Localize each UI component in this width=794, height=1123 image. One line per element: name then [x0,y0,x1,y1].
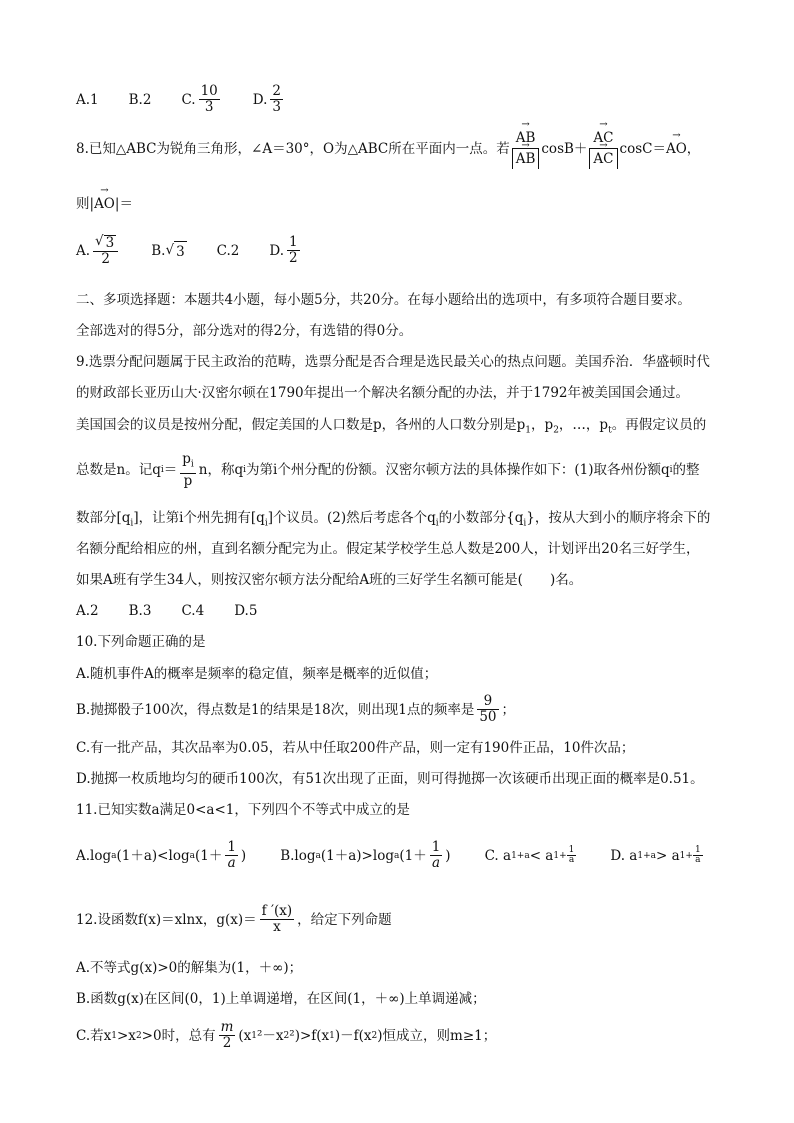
q7-option-c-fraction [199,84,220,115]
q9-line4 [76,452,700,489]
q8-option-d-fraction [287,235,300,266]
q9-line5-e: }，按从大到小的顺序将余下的 [526,510,711,526]
q8-option-a-prefix: A. [76,242,91,259]
q8-stem-prefix: 8.已知△ABC为锐角三角形，∠A＝30°，O为△ABC所在平面内一点。若 [76,140,510,157]
q9-line6: 名额分配给相应的州，直到名额分配完为止。假定某学校学生总人数是200人，计划评出20名三好学生， [76,541,700,557]
q9-sub-1: 1 [525,425,532,436]
q11-a-prefix: A.log [76,847,112,864]
q8-line2 [76,194,133,214]
q8-option-b [151,240,186,262]
q8-vec-ao: → AO [666,139,687,159]
q11-c-sup1: 1+a [511,850,530,861]
q11-option-d [610,846,702,866]
q11-b-fraction [430,840,443,871]
q11-b-sub2: a [393,850,400,861]
q11-d-sup2 [680,846,703,866]
q12-c-sub1: 1 [111,1030,117,1041]
q7-option-c [181,84,222,115]
q8-unit-vector-ab [512,128,540,169]
q11-c-sup2-base: 1+ [553,850,567,861]
q8-option-d-num: 1 [289,234,298,250]
q9-line3-suffix: 。再假定议员的 [611,417,707,433]
q12-c-sub4: 2 [283,1030,290,1041]
q8-option-a-fraction [93,234,118,267]
q9-line3-prefix: 美国国会的议员是按州分配，假定美国的人口数是p，各州的人口数分别是p [76,417,526,433]
q8-option-a-radicand: 3 [105,235,115,251]
q11-b-frac-num: 1 [431,839,441,855]
q8-option-b-radicand: 3 [174,241,187,262]
q11-option-c [485,846,577,866]
q12-g-den: x [273,919,281,935]
q8-cosb: cosB＋ [541,140,588,157]
q7-options [76,84,316,115]
q10-b-num: 9 [483,693,493,709]
q9-line5 [76,508,710,534]
q11-a-mid: (1＋a)<log [116,847,190,864]
q9-line3-mid: ，p [531,417,554,433]
q9-line7: 如果A班有学生34人，则按汉密尔顿方法分配给A班的三好学生名额可能是( )名。 [76,572,583,588]
q11-d-gt: > a [656,847,680,864]
q9-share-num [180,452,196,473]
q12-c-fraction [219,1020,236,1051]
q7-d-denominator: 3 [272,99,282,115]
q7-d-numerator: 2 [272,83,282,99]
q12-g-fraction [260,904,295,935]
q7-option-d-prefix: D. [252,91,268,108]
q12-c-expr1: (x [238,1027,252,1044]
q9-line4-after: n，称q [198,462,244,479]
q12-c-expr2: ²－x [257,1027,284,1044]
q9-line5-a: 数部分[q [76,510,131,526]
q11-c-sup2-frac [567,846,577,865]
q12-c-sub3: 1 [251,1030,258,1041]
q12-c-expr4: )－f(x [334,1027,372,1044]
q9-q-sub-i: i [160,465,164,476]
q12-g-num: f ′(x) [261,903,293,919]
q11-a-fraction [225,840,238,871]
q9-option-d: D.5 [234,603,258,619]
q8-line2-suffix: |＝ [114,196,133,212]
q8-line2-prefix: 则| [76,196,95,212]
q9-line5-sub1: i [130,518,134,529]
q8-unit-vector-ac [589,128,617,169]
q7-option-c-prefix: C. [181,91,196,108]
q9-sub-2: 2 [553,425,559,436]
q7-c-numerator: 10 [200,83,218,99]
q11-a-mid2: (1＋ [194,847,223,864]
q8-option-a-den: 2 [101,251,110,267]
q7-option-b: B.2 [128,91,152,108]
q10-option-c: C.有一批产品，其次品率为0.05，若从中任取200件产品，则一定有190件正品，10件次品； [76,740,635,756]
q10-option-b-fraction [477,694,498,725]
q12-c-mid1: >x [117,1027,136,1044]
q12-c-expr5: )恒成立，则m≥1； [377,1027,497,1044]
q11-option-b [280,840,450,871]
q9-q-sub-i-3: i [669,465,673,476]
q9-option-c: C.4 [181,603,205,619]
q11-b-mid2: (1＋ [399,847,427,864]
q9-share-den: p [183,472,193,489]
q9-line2: 的财政部长亚历山大·汉密尔顿在1790年提出一个解决名额分配的办法，并于1792年被美国国会通过。 [76,385,690,401]
q11-d-sup2-frac [693,846,703,865]
q9-share-num-p: p [182,451,191,467]
q11-a-sub2: a [189,850,195,861]
section2-line1: 二、多项选择题：本题共4小题，每小题5分，共20分。在每小题给出的选项中，有多项符合题目要求。 [76,292,691,308]
q8-option-c: C.2 [216,242,240,259]
q9-line4-suffix: 为第i个州分配的份额。汉密尔顿方法的具体操作如下：(1)取各州份额q [246,462,670,479]
q11-b-sub1: a [315,850,321,861]
q10-option-a: A.随机事件A的概率是频率的稳定值，频率是概率的近似值； [76,666,438,682]
q12-c-num: m [220,1019,234,1035]
q11-a-frac-den: a [227,855,236,871]
q8-stem [76,128,700,169]
q7-option-d [253,84,286,115]
q11-d-sup2-den: a [695,854,701,865]
q9-line5-sub3: i [435,518,439,529]
q9-line5-d: 的小数部分{q [438,510,524,526]
q12-c-sub5: 1 [329,1030,335,1041]
section2-line2: 全部选对的得5分，部分选对的得2分，有选错的得0分。 [76,323,413,339]
q9-line4-prefix: 总数是n。记q [76,462,161,479]
q11-b-mid: (1＋a)>log [320,847,394,864]
q12-option-b: B.函数g(x)在区间(0，1)上单调递增，在区间(1，＋∞)上单调递减； [76,991,486,1007]
q9-q-sub-i-2: i [243,465,247,476]
q8-option-b-sqrt: √ 3 [165,241,185,260]
q10-option-b-prefix: B.抛掷骰子100次，得点数是1的结果是18次，则出现1点的频率是 [76,701,475,718]
q11-option-a [76,840,246,871]
q11-c-sup2 [553,846,576,866]
q9-line4-end: 的整 [672,462,700,479]
q11-c-sup2-den: a [568,854,575,865]
q8-option-a-sqrt: √ 3 [95,233,115,251]
q9-line5-sub2: i [264,518,268,529]
q11-b-suffix: ) [445,847,451,864]
q7-option-d-fraction [270,84,283,115]
q12-c-sub2: 2 [135,1030,142,1041]
q11-stem: 11.已知实数a满足0<a<1，下列四个不等式中成立的是 [76,802,410,818]
q12-c-den: 2 [222,1035,232,1051]
q12-c-sub6: 2 [371,1030,378,1041]
q8-line2-vec-ao: → AO [94,194,115,214]
q9-line5-sub4: i [523,518,527,529]
q11-a-frac-num: 1 [227,839,236,855]
q11-d-sup2-num: 1 [694,844,701,855]
q11-a-suffix: ) [240,847,247,864]
q11-c-prefix: C. a [484,847,512,864]
q8-vec-ac-num: → AC [593,128,613,148]
q8-vec-ab-den: → AB [512,149,540,169]
q10-option-b-suffix: ； [501,701,516,718]
q11-a-sub1: a [111,850,117,861]
q9-line4-eq: ＝ [163,462,178,479]
q9-sub-t: t [608,425,612,436]
q10-stem: 10.下列命题正确的是 [76,634,206,650]
q7-c-denominator: 3 [204,99,214,115]
q7-option-a: A.1 [76,91,99,108]
q11-d-prefix: D. a [610,847,638,864]
q9-share-fraction [180,452,196,489]
q8-tail: ， [686,140,701,157]
q9-line1: 9.选票分配问题属于民主政治的范畴，选票分配是否合理是选民最关心的热点问题。美国乔治．华盛顿时代 [76,354,710,370]
q10-option-b [76,694,515,725]
q8-option-d-prefix: D. [269,242,285,259]
q12-option-c [76,1020,496,1051]
q10-option-d: D.抛掷一枚质地均匀的硬币100次，有51次出现了正面，则可得抛掷一次该硬币出现正面的概率是0.51。 [76,771,704,787]
q12-stem-suffix: ，给定下列命题 [297,911,392,928]
q8-cosc: cosC＝ [619,140,666,157]
q10-b-den: 50 [479,709,497,725]
q11-options [76,840,733,871]
q8-option-d [269,235,302,266]
q8-option-d-den: 2 [289,250,298,266]
q8-vec-ac-den: → AC [589,149,617,169]
q9-line3-mid2: ，…，p [558,417,609,433]
q11-c-lt: < a [529,847,554,864]
q8-option-a [76,234,121,267]
q9-option-a: A.2 [76,603,99,619]
q12-stem [76,904,392,935]
q12-stem-prefix: 12.设函数f(x)＝xlnx，g(x)＝ [76,911,257,928]
q11-b-frac-den: a [431,855,441,871]
q12-option-a: A.不等式g(x)>0的解集为(1，＋∞)； [76,960,303,976]
q12-c-expr3: ²)>f(x [289,1027,330,1044]
q11-b-prefix: B.log [280,847,316,864]
q11-d-sup2-base: 1+ [679,850,693,861]
q8-option-b-prefix: B. [151,242,166,259]
q12-c-prefix: C.若x [76,1027,112,1044]
q8-options [76,234,333,267]
q11-d-sup1: 1+a [637,850,656,861]
q9-line5-c: ]个议员。(2)然后考虑各个q [267,510,436,526]
q12-c-mid2: >0时，总有 [141,1027,216,1044]
q8-vec-ab-num: → AB [516,128,536,148]
q9-option-b: B.3 [128,603,152,619]
q11-c-sup2-num: 1 [568,844,575,855]
q9-options [76,601,287,621]
q9-line5-b: ]，让第i个州先拥有[q [133,510,265,526]
q9-share-num-sub: i [190,459,194,470]
q9-line3 [76,415,706,441]
